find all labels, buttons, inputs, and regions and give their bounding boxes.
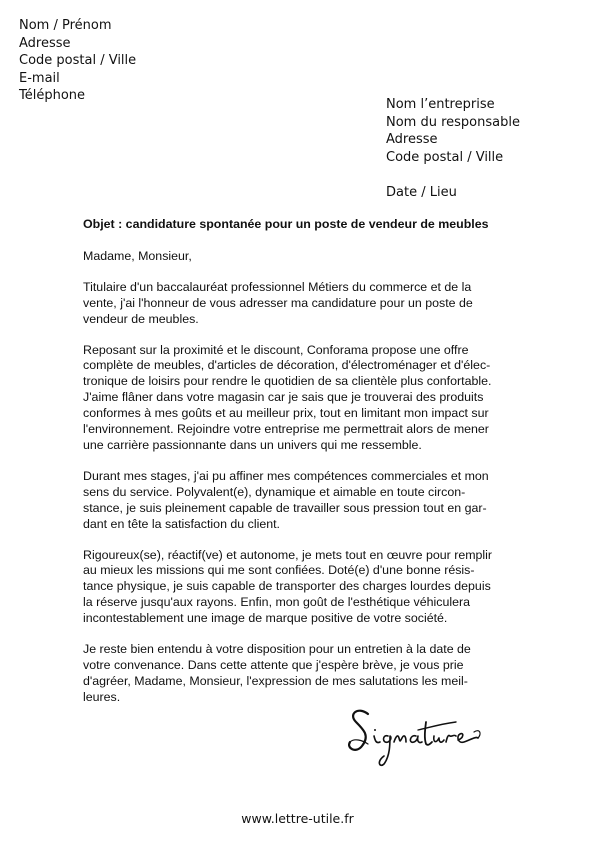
body-paragraph (83, 343, 523, 454)
paragraph-line: incontestablement une image de marque positive de votre société. (83, 611, 448, 626)
paragraph-line: tance physique, je suis capable de transporter des charges lourdes depuis (83, 579, 491, 594)
recipient-manager: Nom du responsable (386, 114, 520, 130)
paragraph-line: conformes à mes goûts et au meilleur prix, tout en limitant mon impact sur (83, 406, 489, 421)
paragraph-line: l'environnement. Rejoindre votre entreprise me permettrait alors de mener (83, 422, 489, 437)
signature-image (344, 700, 494, 772)
subject-line: Objet : candidature spontanée pour un poste de vendeur de meubles (83, 217, 489, 231)
paragraph-line: leures. (83, 689, 121, 704)
paragraph-line: vendeur de meubles. (83, 311, 199, 326)
recipient-company: Nom l’entreprise (386, 97, 495, 112)
paragraph-line: dant en tête la satisfaction du client. (83, 516, 280, 531)
paragraph-line: tronique de loisirs pour rendre le quotidien de sa clientèle plus confortable. (83, 374, 492, 389)
paragraph-line: stance, je suis pleinement capable de travailler sous pression tout en gar- (83, 500, 487, 515)
recipient-address: Adresse (386, 132, 438, 148)
sender-postal-city: Code postal / Ville (19, 53, 137, 69)
body-paragraph (83, 280, 523, 328)
recipient-block (386, 96, 520, 166)
letter-body (83, 217, 523, 721)
paragraph-line: une carrière passionnante dans un univers qui me ressemble. (83, 437, 422, 452)
body-paragraph (83, 642, 523, 706)
paragraph-line: complète de meubles, d'articles de décoration, d'électroménager et d'élec- (83, 358, 491, 373)
paragraph-line: d'agréer, Madame, Monsieur, l'expression de mes salutations les meil- (83, 673, 468, 688)
paragraph-line: J'aime flâner dans votre magasin car je sais que je trouverai des produits (83, 390, 484, 405)
body-paragraph (83, 469, 523, 533)
recipient-postal-city: Code postal / Ville (386, 149, 504, 165)
paragraph-line: vente, j'ai l'honneur de vous adresser ma candidature pour un poste de (83, 295, 473, 310)
sender-phone: Téléphone (19, 88, 86, 104)
sender-email: E-mail (19, 70, 60, 86)
date-place: Date / Lieu (386, 185, 457, 200)
paragraph-line: Durant mes stages, j'ai pu affiner mes compétences commerciales et mon (83, 468, 489, 483)
paragraph-line: Rigoureux(se), réactif(ve) et autonome, je mets tout en œuvre pour remplir (83, 547, 493, 562)
handwritten-signature (344, 700, 494, 772)
sender-name: Nom / Prénom (19, 18, 112, 33)
sender-block (19, 17, 136, 105)
body-paragraph (83, 548, 523, 628)
greeting: Madame, Monsieur, (83, 248, 192, 263)
website-url: www.lettre-utile.fr (241, 811, 354, 826)
paragraph-line: la réserve jusqu'aux rayons. Enfin, mon goût de l'esthétique véhiculera (83, 595, 471, 610)
paragraph-line: sens du service. Polyvalent(e), dynamique et aimable en toute circon- (83, 484, 466, 499)
paragraph-line: Je reste bien entendu à votre disposition pour un entretien à la date de (83, 642, 471, 657)
paragraph-line: Titulaire d'un baccalauréat professionnel Métiers du commerce et de la (83, 279, 472, 294)
letter-paragraphs (83, 280, 523, 706)
paragraph-line: votre convenance. Dans cette attente que j'espère brève, je vous prie (83, 657, 464, 672)
sender-address: Adresse (19, 35, 71, 51)
paragraph-line: au mieux les missions qui me sont confiées. Doté(e) d'une bonne résis- (83, 563, 475, 578)
paragraph-line: Reposant sur la proximité et le discount, Conforama propose une offre (83, 342, 469, 357)
